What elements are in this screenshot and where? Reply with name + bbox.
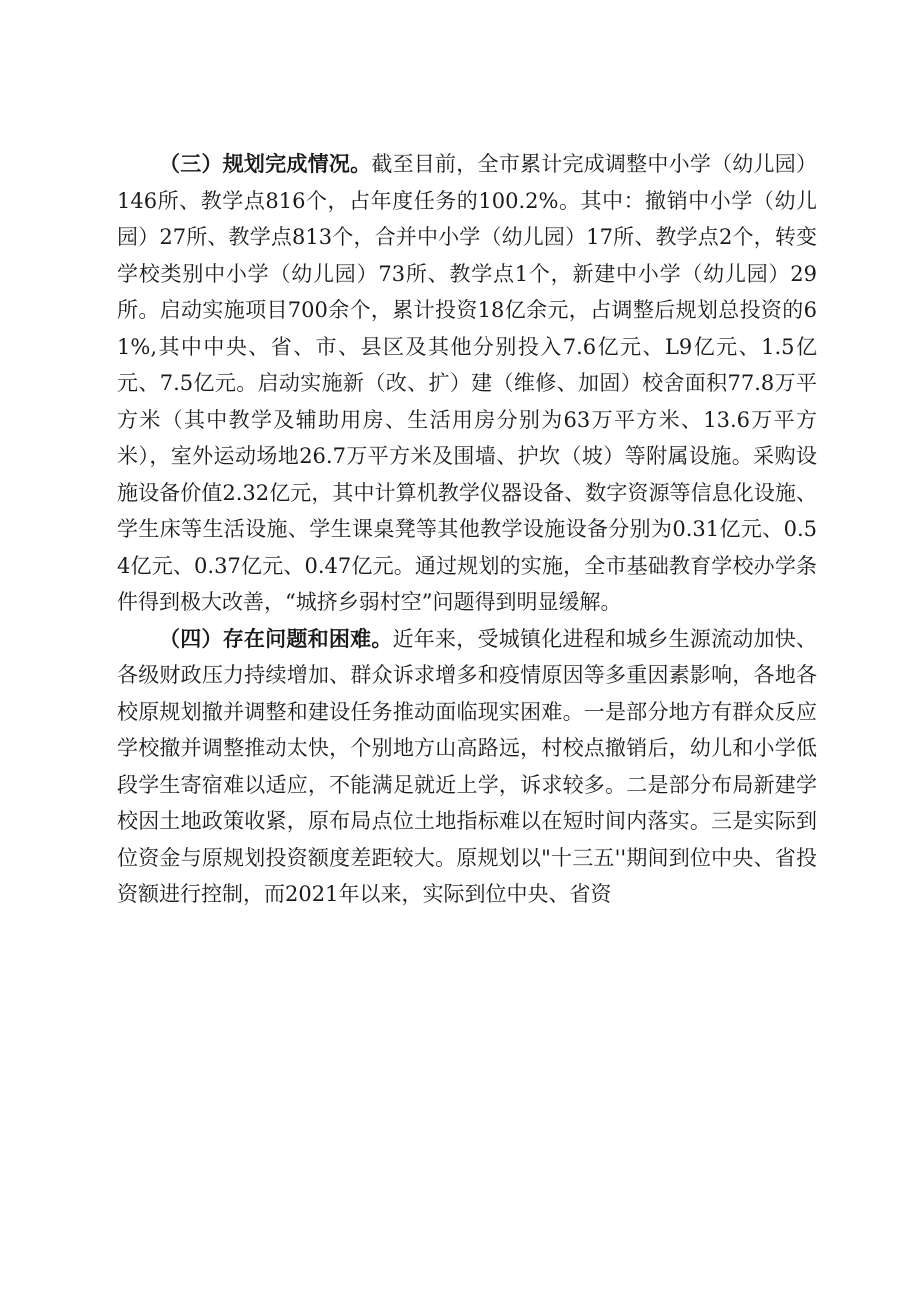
section-3-paragraph: [117, 146, 817, 621]
section-4-body: 近年来，受城镇化进程和城乡生源流动加快、各级财政压力持续增加、群众诉求增多和疫情原因等多重因素影响，各地各校原规划撤并调整和建设任务推动面临现实困难。一是部分地方有群众反应学校撤并调整推动太快，个别地方山高路远，村校点撤销后，幼儿和小学低段学生寄宿难以适应，不能满足就近上学，诉求较多。二是部分布局新建学校因土地政策收紧，原布局点位土地指标难以在短时间内落实。三是实际到位资金与原规划投资额度差距较大。原规划以"十三五''期间到位中央、省投资额进行控制，而2021年以来，实际到位中央、省资: [117, 626, 818, 906]
section-4-paragraph: [117, 621, 817, 913]
section-3-heading: （三）规划完成情况。: [159, 152, 372, 176]
document-page: [117, 146, 817, 913]
section-4-heading: （四）存在问题和困难。: [159, 626, 393, 651]
section-3-body: 截至目前，全市累计完成调整中小学（幼儿园）146所、教学点816个，占年度任务的100.2%。其中：撤销中小学（幼儿园）27所、教学点813个，合并中小学（幼儿园）17所、教学点2个，转变学校类别中小学（幼儿园）73所、教学点1个，新建中小学（幼儿园）29所。启动实施项目700余个，累计投资18亿余元，占调整后规划总投资的61%,其中中央、省、市、县区及其他分别投入7.6亿元、L9亿元、1.5亿元、7.5亿元。启动实施新（改、扩）建（维修、加固）校舍面积77.8万平方米（其中教学及辅助用房、生活用房分别为63万平方米、13.6万平方米），室外运动场地26.7万平方米及围墙、护坎（坡）等附属设施。采购设施设备价值2.32亿元，其中计算机教学仪器设备、数字资源等信息化设施、学生床等生活设施、学生课桌凳等其他教学设施设备分别为0.31亿元、0.54亿元、0.37亿元、0.47亿元。通过规划的实施，全市基础教育学校办学条件得到极大改善，“城挤乡弱村空”问题得到明显缓解。: [117, 152, 818, 614]
